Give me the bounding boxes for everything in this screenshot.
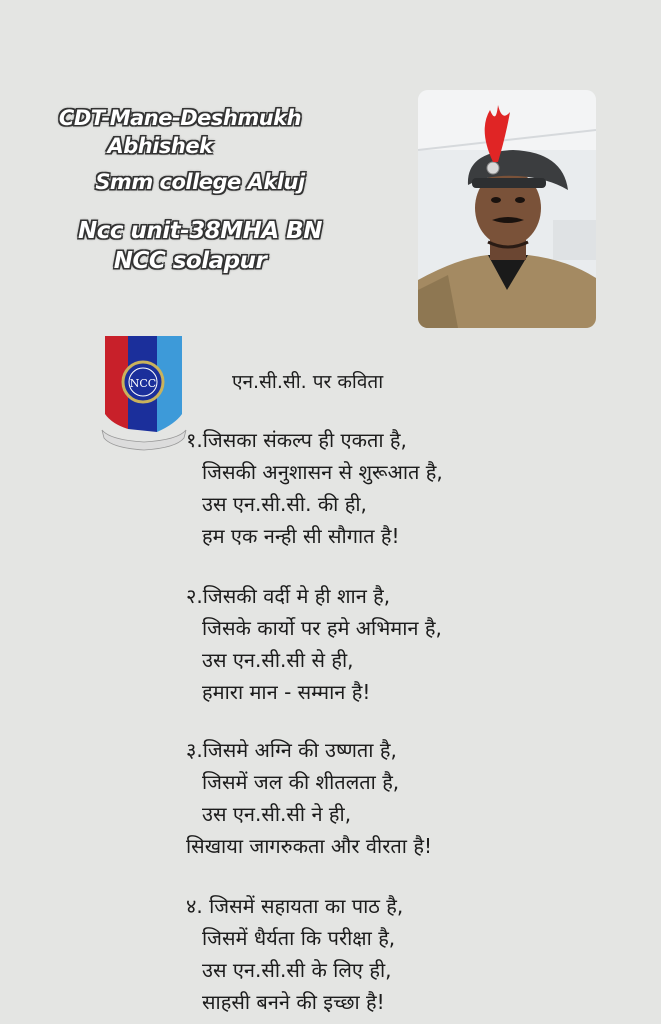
poem-line: जिसकी अनुशासन से शुरूआत है, bbox=[202, 460, 443, 484]
poem-line: जिसके कार्यो पर हमे अभिमान है, bbox=[202, 616, 442, 640]
cadet-name-2: Abhishek bbox=[107, 134, 213, 158]
poem-line: उस एन.सी.सी से ही, bbox=[202, 648, 354, 672]
poem-line: २.जिसकी वर्दी मे ही शान है, bbox=[186, 584, 391, 608]
stanza-1 bbox=[186, 424, 443, 552]
cadet-name: CDT-Mane-Deshmukh bbox=[58, 106, 302, 130]
poem-line: ३.जिसमे अग्नि की उष्णता है, bbox=[186, 738, 397, 762]
poem-line: सिखाया जागरुकता और वीरता है! bbox=[186, 834, 432, 858]
stanza-3 bbox=[186, 734, 432, 862]
poem-line: जिसमें जल की शीतलता है, bbox=[202, 770, 400, 794]
logo-text: NCC bbox=[129, 377, 157, 390]
poem-line: उस एन.सी.सी. की ही, bbox=[202, 492, 367, 516]
poem-line: हमारा मान - सम्मान है! bbox=[202, 680, 371, 704]
poem-line: १.जिसका संकल्प ही एकता है, bbox=[186, 428, 407, 452]
poem-line: उस एन.सी.सी के लिए ही, bbox=[202, 958, 392, 982]
poem-line: जिसमें धैर्यता कि परीक्षा है, bbox=[202, 926, 396, 950]
ncc-location: NCC solapur bbox=[113, 248, 267, 274]
poem-line: हम एक नन्ही सी सौगात है! bbox=[202, 524, 400, 548]
ncc-logo bbox=[100, 334, 190, 452]
poem-line: साहसी बनने की इच्छा है! bbox=[202, 990, 385, 1014]
poem-title: एन.सी.सी. पर कविता bbox=[232, 371, 384, 393]
stanza-2 bbox=[186, 580, 442, 708]
poem-line: उस एन.सी.सी ने ही, bbox=[202, 802, 352, 826]
poem-line: ४. जिसमें सहायता का पाठ है, bbox=[186, 894, 404, 918]
college-name: Smm college Akluj bbox=[95, 170, 305, 194]
stanza-4 bbox=[186, 890, 403, 1018]
ncc-unit: Ncc unit-38MHA BN bbox=[78, 218, 322, 244]
cadet-photo bbox=[418, 90, 596, 328]
